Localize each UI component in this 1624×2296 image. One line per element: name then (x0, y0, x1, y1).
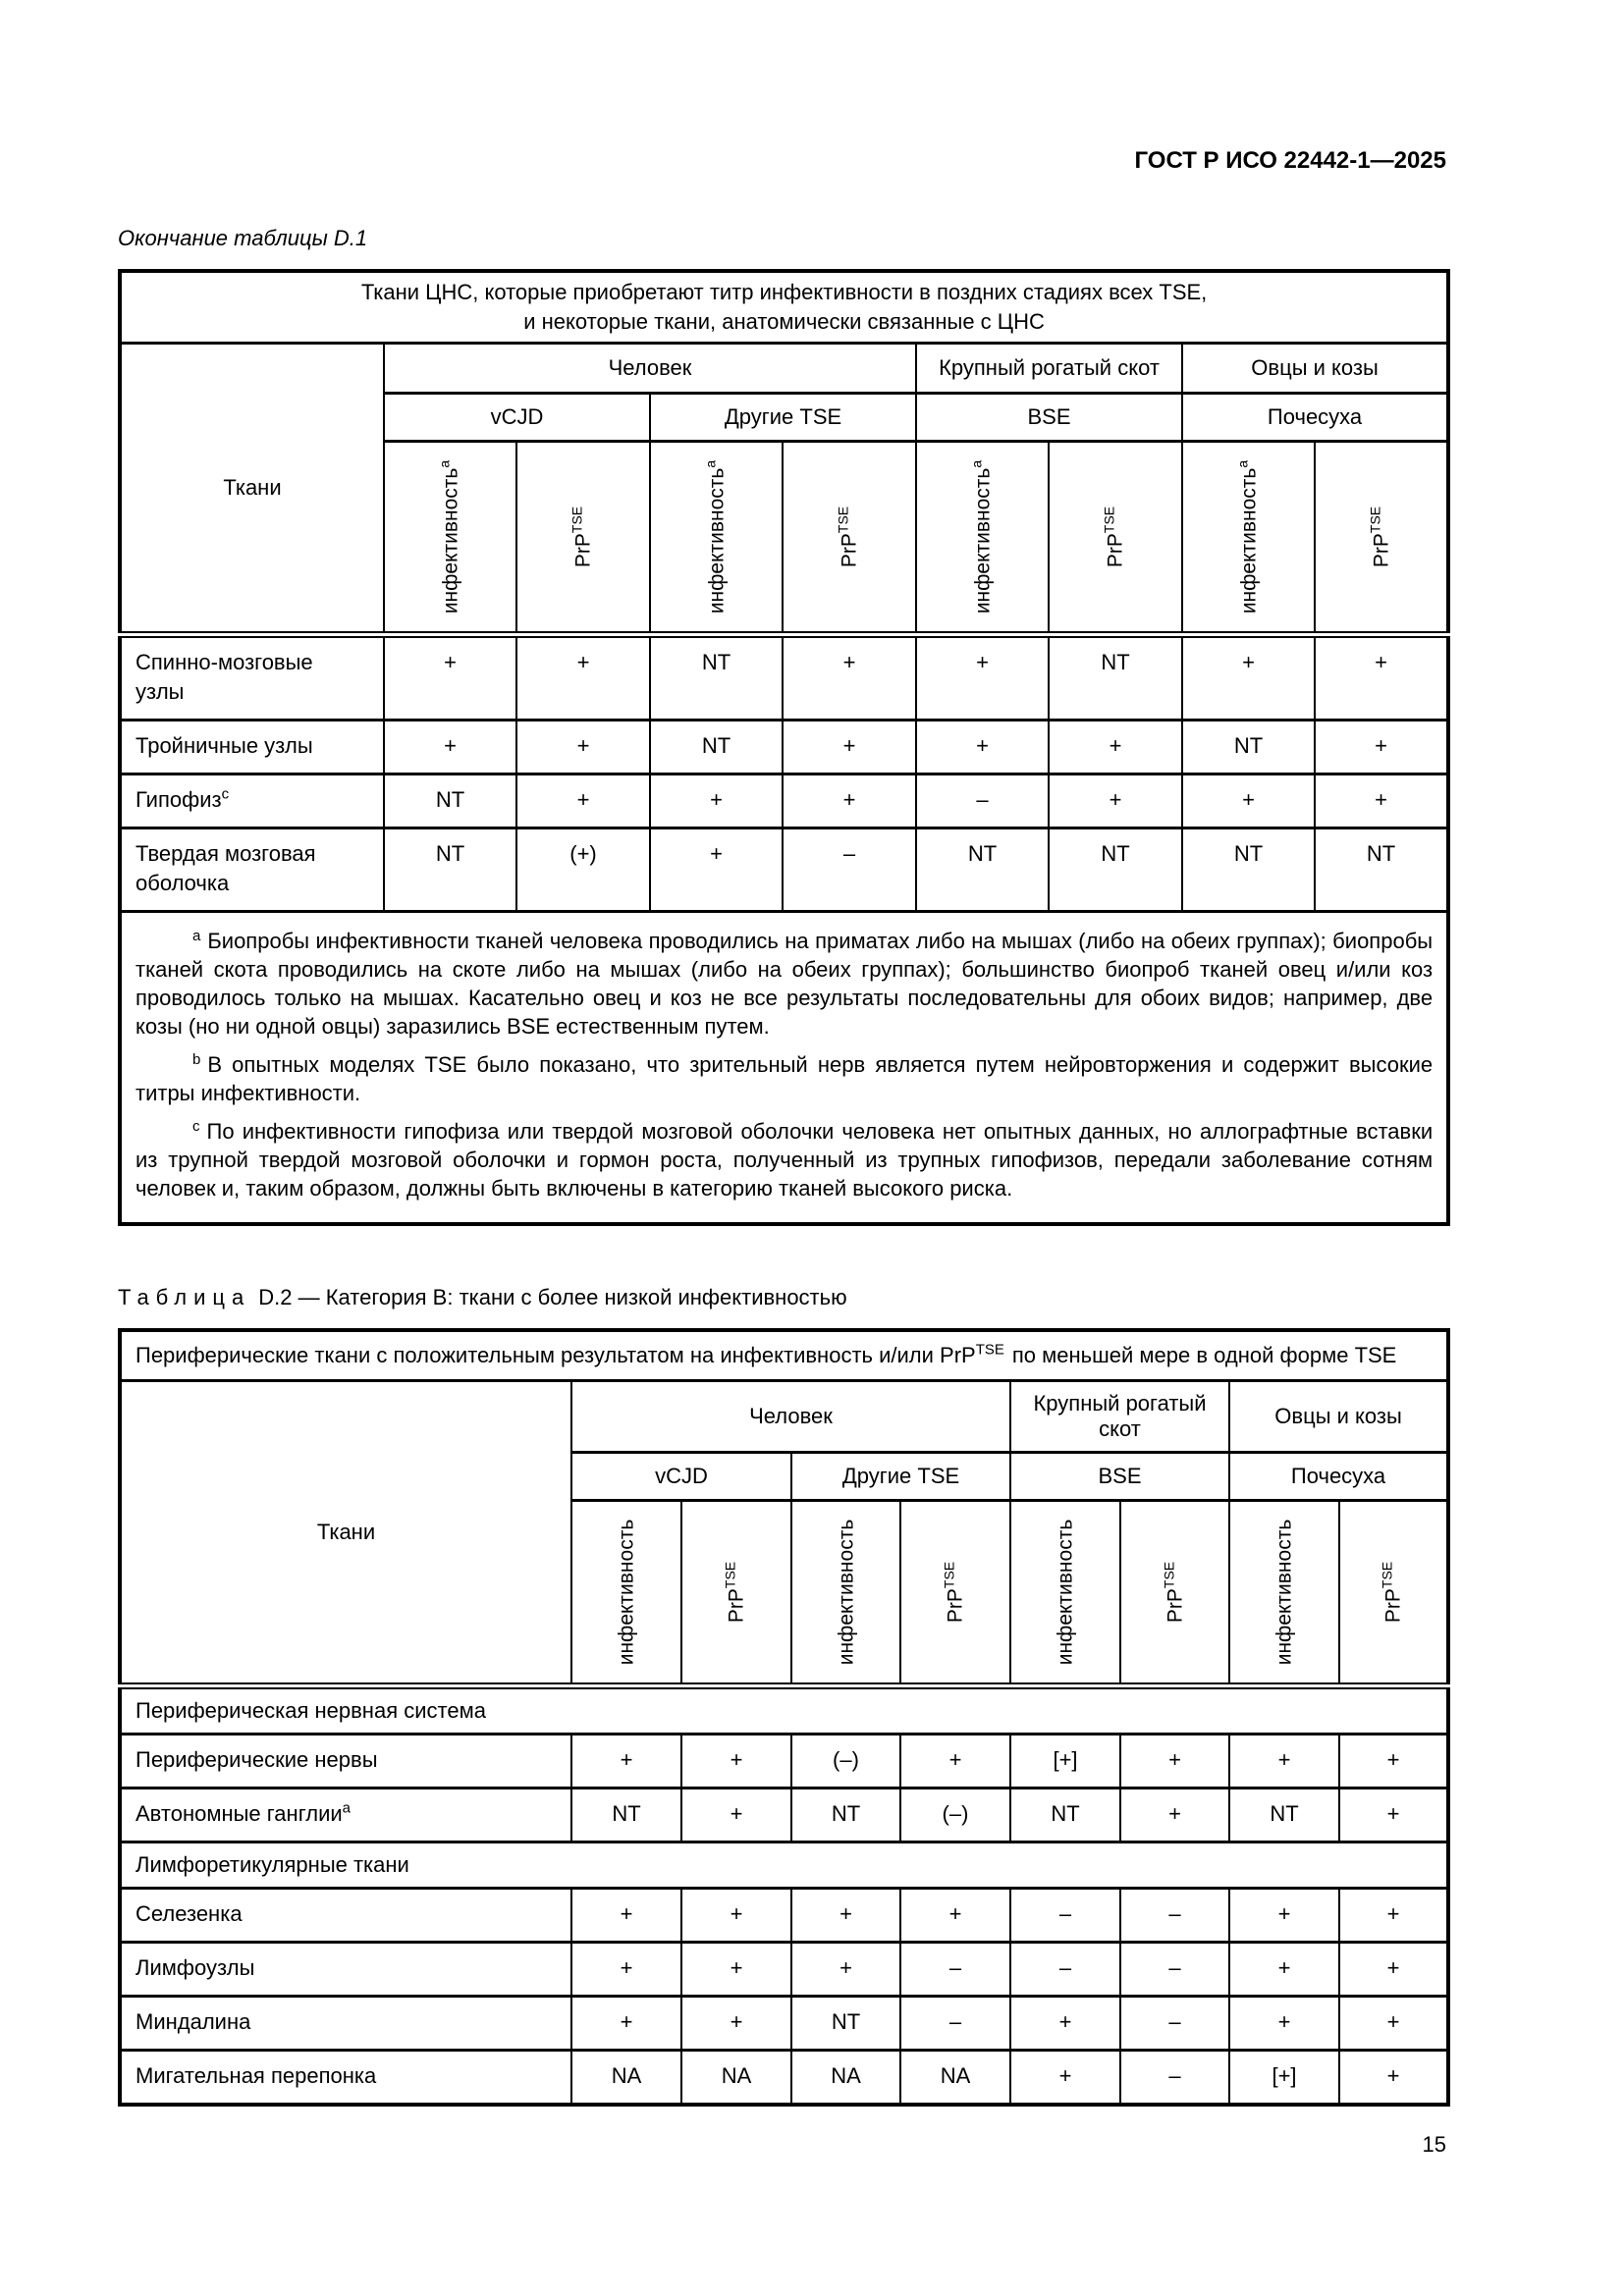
rotated-text (1367, 506, 1393, 568)
col-header-prp (1049, 442, 1182, 635)
value-cell: NA (900, 2051, 1010, 2106)
col-header-infectivity (384, 442, 516, 635)
col-header-sup: TSE (941, 1561, 957, 1589)
value-cell: [+] (1010, 1735, 1120, 1789)
document-header: ГОСТ Р ИСО 22442-1—2025 (1134, 147, 1446, 174)
rotated-text (1234, 459, 1260, 614)
value-cell: + (516, 635, 650, 721)
table-row (120, 1735, 1448, 1789)
value-cell: + (681, 1789, 791, 1842)
subgroup-header-scrapie: Почесуха (1229, 1453, 1448, 1501)
table-row (120, 1789, 1448, 1842)
row-label-text: Гипофиз (135, 787, 222, 812)
col-header-sup: TSE (1367, 506, 1383, 534)
col-header-text: инфективность (1237, 467, 1260, 614)
row-label (120, 774, 384, 828)
value-cell: [+] (1229, 2051, 1339, 2106)
col-header-sup: TSE (1161, 1561, 1176, 1589)
rotated-text (436, 459, 461, 614)
col-header-text: инфективность (439, 467, 461, 614)
value-cell: + (1315, 774, 1448, 828)
value-cell: NT (1049, 635, 1182, 721)
table-row (120, 1330, 1448, 1381)
rotated-text (941, 1561, 967, 1624)
value-cell: NT (571, 1789, 681, 1842)
table-d1-continuation-caption: Окончание таблицы D.1 (118, 226, 368, 250)
value-cell: NT (916, 828, 1049, 912)
value-cell: + (681, 1889, 791, 1943)
row-label-sup: c (221, 785, 230, 803)
value-cell: + (384, 635, 516, 721)
subgroup-header-vcjd: vCJD (384, 394, 650, 442)
table-row (120, 344, 1448, 394)
value-cell: + (1120, 1735, 1229, 1789)
col-header-text: инфективность (705, 467, 728, 614)
value-cell: – (1010, 1943, 1120, 1997)
table-row (120, 828, 1448, 912)
value-cell: – (1120, 1889, 1229, 1943)
value-cell: NT (384, 828, 516, 912)
subgroup-header-other-tse: Другие TSE (791, 1453, 1010, 1501)
table-d1 (118, 269, 1450, 1226)
value-cell: + (916, 721, 1049, 774)
value-cell: + (1120, 1789, 1229, 1842)
value-cell: + (516, 774, 650, 828)
rotated-text (702, 459, 728, 614)
col-header-text: инфективность (615, 1519, 638, 1666)
col-header-sup: TSE (722, 1561, 738, 1589)
value-cell: NT (791, 1997, 900, 2051)
footnote-a (135, 927, 1433, 1041)
rotated-text (617, 1520, 637, 1666)
footnote-text: Биопробы инфективности тканей человека проводились на приматах либо на мышах (либо на обеих группах); биопробы тканей скота проводились на скоте либо на мышах (либо на обеих группах); большинство биопроб тканей овец и/или коз проводилось только на мышах. Касательно овец и коз не все результаты последовательны для обоих видов; например, две козы (но ни одной овцы) заразились BSE естественным путем. (135, 929, 1434, 1039)
value-cell: + (1315, 635, 1448, 721)
value-cell: NT (791, 1789, 900, 1842)
table-row (120, 2051, 1448, 2106)
value-cell: + (1339, 1789, 1448, 1842)
value-cell: + (783, 774, 916, 828)
table-d1-title-line1: Ткани ЦНС, которые приобретают титр инфективности в поздних стадиях всех TSE, (360, 280, 1208, 304)
row-label: Лимфоузлы (120, 1943, 571, 1997)
table-row (120, 1943, 1448, 1997)
value-cell: + (1339, 1735, 1448, 1789)
value-cell: (–) (791, 1735, 900, 1789)
value-cell: + (681, 1735, 791, 1789)
col-header-prp (1120, 1501, 1229, 1686)
col-header-text: PrP (725, 1588, 748, 1624)
value-cell: + (650, 774, 783, 828)
value-cell: + (650, 828, 783, 912)
value-cell: + (1315, 721, 1448, 774)
group-header-human: Человек (384, 344, 916, 394)
col-header-sup: a (968, 459, 984, 468)
row-label-sup: a (342, 1799, 351, 1817)
table-row (120, 1842, 1448, 1889)
col-header-text: PrP (944, 1588, 967, 1624)
row-label: Твердая мозговая оболочка (120, 828, 384, 912)
subgroup-header-bse: BSE (1010, 1453, 1229, 1501)
value-cell: NT (1010, 1789, 1120, 1842)
value-cell: NT (1315, 828, 1448, 912)
value-cell: + (516, 721, 650, 774)
table-d2-caption-word: Таблица (118, 1285, 251, 1309)
subgroup-header-scrapie: Почесуха (1182, 394, 1448, 442)
value-cell: + (1049, 774, 1182, 828)
footnote-text: По инфективности гипофиза или твердой мозговой оболочки человека нет опытных данных, но аллографтные вставки из трупной твердой мозговой оболочки и гормон роста, полученный из трупных гипофизов, передали заболевание сотням человек и, таким образом, должны быть включены в категорию тканей высокого риска. (135, 1119, 1434, 1201)
table-row (120, 721, 1448, 774)
col-header-sup: a (702, 459, 718, 468)
value-cell: NT (1049, 828, 1182, 912)
col-header-sup: TSE (835, 506, 851, 534)
table-row (120, 635, 1448, 721)
row-label-text: Автономные ганглии (135, 1801, 343, 1826)
col-header-text: инфективность (1272, 1519, 1296, 1666)
table-d2-title-sup: TSE (975, 1341, 1004, 1359)
col-header-infectivity (916, 442, 1049, 635)
table-d2-title-cell (120, 1330, 1448, 1381)
rotated-text (968, 459, 994, 614)
rotated-text (1379, 1561, 1405, 1624)
row-label (120, 1789, 571, 1842)
value-cell: + (1010, 1997, 1120, 2051)
value-cell: + (1229, 1943, 1339, 1997)
footnote-c (135, 1117, 1433, 1202)
table-row (120, 1686, 1448, 1735)
group-header-cattle: Крупный рогатый скот (916, 344, 1182, 394)
row-label: Селезенка (120, 1889, 571, 1943)
col-header-text: PrP (571, 533, 595, 568)
group-header-human: Человек (571, 1381, 1010, 1453)
col-header-infectivity (791, 1501, 900, 1686)
page-content (118, 0, 1446, 2158)
rotated-text (1056, 1520, 1076, 1666)
table-d2-caption-rest: D.2 — Категория B: ткани с более низкой инфективностью (258, 1285, 847, 1309)
footnote-marker: c (192, 1117, 200, 1135)
value-cell: + (1182, 635, 1315, 721)
col-header-text: PrP (1381, 1588, 1405, 1624)
value-cell: – (1120, 1943, 1229, 1997)
footnote-text: В опытных моделях TSE было показано, что зрительный нерв является путем нейровторжения и содержит высокие титры инфективности. (135, 1052, 1434, 1105)
table-row (120, 912, 1448, 1225)
value-cell: + (1339, 1997, 1448, 2051)
col-header-prp (1339, 1501, 1448, 1686)
value-cell: NT (650, 721, 783, 774)
value-cell: + (1229, 1997, 1339, 2051)
value-cell: + (1010, 2051, 1120, 2106)
col-header-sup: a (436, 459, 452, 468)
value-cell: + (571, 1943, 681, 1997)
value-cell: + (1229, 1735, 1339, 1789)
rotated-text (568, 506, 595, 568)
value-cell: + (384, 721, 516, 774)
col-header-infectivity (1182, 442, 1315, 635)
table-row (120, 1381, 1448, 1453)
rotated-text (722, 1561, 748, 1624)
table-d2-title-part1: Периферические ткани с положительным результатом на инфективность и/или PrP (135, 1343, 976, 1367)
value-cell: NT (1182, 721, 1315, 774)
col-header-sup: a (1234, 459, 1250, 468)
col-header-infectivity (1010, 1501, 1120, 1686)
col-header-text: PrP (838, 533, 861, 568)
footnotes-cell (120, 912, 1448, 1225)
value-cell: + (571, 1889, 681, 1943)
table-row (120, 1997, 1448, 2051)
rotated-text (1161, 1561, 1186, 1624)
value-cell: – (1120, 2051, 1229, 2106)
value-cell: – (1120, 1997, 1229, 2051)
col-header-prp (900, 1501, 1010, 1686)
table-d1-title-cell (120, 271, 1448, 344)
section-header: Лимфоретикулярные ткани (120, 1842, 1448, 1889)
col-header-infectivity (1229, 1501, 1339, 1686)
value-cell: (–) (900, 1789, 1010, 1842)
value-cell: NT (384, 774, 516, 828)
section-header: Периферическая нервная система (120, 1686, 1448, 1735)
value-cell: NA (681, 2051, 791, 2106)
col-header-prp (783, 442, 916, 635)
value-cell: + (916, 635, 1049, 721)
col-header-infectivity (650, 442, 783, 635)
row-label: Миндалина (120, 1997, 571, 2051)
value-cell: NT (650, 635, 783, 721)
col-header-prp (681, 1501, 791, 1686)
col-header-text: инфективность (971, 467, 994, 614)
value-cell: (+) (516, 828, 650, 912)
row-label: Тройничные узлы (120, 721, 384, 774)
col-header-sup: TSE (1379, 1561, 1395, 1589)
col-header-text: инфективность (835, 1519, 857, 1666)
table-d2 (118, 1328, 1450, 2107)
table-row (120, 1889, 1448, 1943)
col-header-infectivity (571, 1501, 681, 1686)
group-header-sheep-goats: Овцы и козы (1229, 1381, 1448, 1453)
tissues-header-cell: Ткани (120, 1381, 571, 1686)
rotated-text (1101, 506, 1127, 568)
value-cell: + (1229, 1889, 1339, 1943)
value-cell: + (783, 635, 916, 721)
rotated-text (1274, 1520, 1295, 1666)
group-header-sheep-goats: Овцы и козы (1182, 344, 1448, 394)
value-cell: – (1010, 1889, 1120, 1943)
footnote-b (135, 1050, 1433, 1107)
value-cell: NT (1229, 1789, 1339, 1842)
col-header-sup: TSE (568, 506, 585, 534)
value-cell: + (1339, 2051, 1448, 2106)
row-label: Мигательная перепонка (120, 2051, 571, 2106)
footnote-marker: b (192, 1050, 201, 1068)
col-header-sup: TSE (1101, 506, 1117, 534)
rotated-text (836, 1520, 856, 1666)
subgroup-header-bse: BSE (916, 394, 1182, 442)
col-header-prp (1315, 442, 1448, 635)
value-cell: + (900, 1889, 1010, 1943)
value-cell: NA (571, 2051, 681, 2106)
value-cell: + (681, 1997, 791, 2051)
value-cell: – (900, 1997, 1010, 2051)
value-cell: + (681, 1943, 791, 1997)
value-cell: NT (1182, 828, 1315, 912)
value-cell: – (900, 1943, 1010, 1997)
value-cell: – (916, 774, 1049, 828)
value-cell: NA (791, 2051, 900, 2106)
value-cell: + (783, 721, 916, 774)
rotated-text (835, 506, 861, 568)
value-cell: + (571, 1735, 681, 1789)
page-number: 15 (1422, 2132, 1446, 2157)
table-d2-caption (118, 1285, 1446, 1310)
value-cell: + (791, 1943, 900, 1997)
value-cell: + (1182, 774, 1315, 828)
col-header-text: PrP (1370, 533, 1393, 568)
table-row (120, 774, 1448, 828)
col-header-text: PrP (1104, 533, 1127, 568)
subgroup-header-other-tse: Другие TSE (650, 394, 916, 442)
col-header-text: инфективность (1054, 1519, 1077, 1666)
row-label: Периферические нервы (120, 1735, 571, 1789)
row-label: Спинно-мозговые узлы (120, 635, 384, 721)
col-header-text: PrP (1164, 1588, 1186, 1624)
value-cell: + (900, 1735, 1010, 1789)
value-cell: – (783, 828, 916, 912)
table-d1-title-line2: и некоторые ткани, анатомически связанные с ЦНС (523, 309, 1045, 334)
value-cell: + (1049, 721, 1182, 774)
col-header-prp (516, 442, 650, 635)
value-cell: + (1339, 1889, 1448, 1943)
value-cell: + (571, 1997, 681, 2051)
value-cell: + (1339, 1943, 1448, 1997)
tissues-header-cell: Ткани (120, 344, 384, 635)
table-row (120, 271, 1448, 344)
footnote-marker: a (192, 927, 201, 944)
subgroup-header-vcjd: vCJD (571, 1453, 791, 1501)
value-cell: + (791, 1889, 900, 1943)
group-header-cattle: Крупный рогатый скот (1010, 1381, 1229, 1453)
table-d2-title-part2: по меньшей мере в одной форме TSE (1011, 1343, 1397, 1367)
